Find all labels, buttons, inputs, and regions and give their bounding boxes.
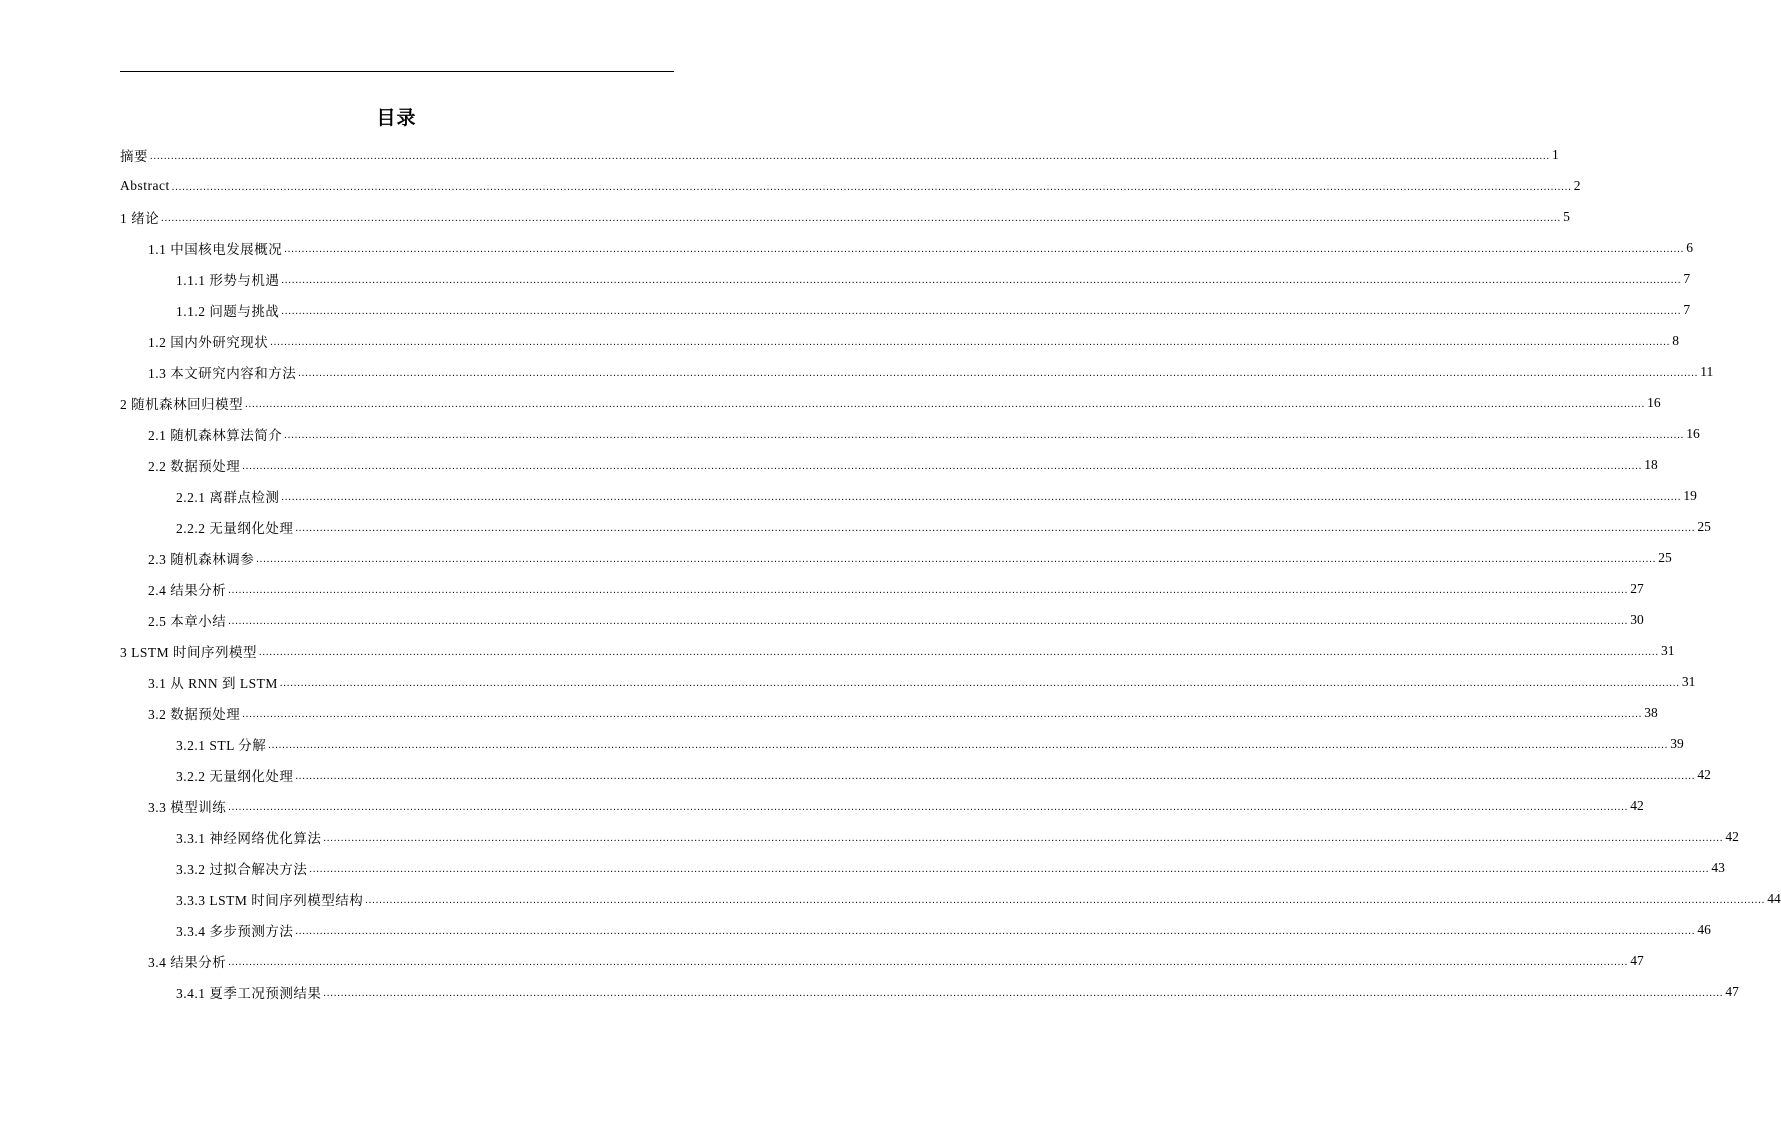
toc-leader-dots: ................................................................................................................................................................................................................................................................................................................................................................................................................ bbox=[279, 677, 1680, 689]
toc-leader-dots: ................................................................................................................................................................................................................................................................................................................................................................................................................ bbox=[242, 460, 1643, 472]
toc-page-number: 46 bbox=[1697, 921, 1711, 937]
toc-page-number: 47 bbox=[1725, 983, 1739, 999]
toc-entry[interactable] bbox=[120, 356, 1714, 387]
toc-entry-title: 3.3.2 过拟合解决方法 bbox=[176, 861, 308, 877]
toc-entry[interactable] bbox=[120, 573, 1644, 604]
toc-leader-dots: ................................................................................................................................................................................................................................................................................................................................................................................................................ bbox=[259, 646, 1660, 658]
toc-leader-dots: ................................................................................................................................................................................................................................................................................................................................................................................................................ bbox=[284, 243, 1685, 255]
toc-entry[interactable] bbox=[120, 945, 1644, 976]
toc-entry[interactable] bbox=[120, 480, 1697, 511]
toc-leader-dots: ................................................................................................................................................................................................................................................................................................................................................................................................................ bbox=[171, 181, 1572, 193]
toc-page-number: 25 bbox=[1697, 518, 1711, 534]
toc-entry-title: 2 随机森林回归模型 bbox=[120, 396, 244, 412]
toc-page-number: 42 bbox=[1630, 797, 1644, 813]
toc-entry[interactable] bbox=[120, 914, 1711, 945]
toc-entry-title: 3.2 数据预处理 bbox=[148, 706, 241, 722]
toc-entry-title: 2.1 随机森林算法简介 bbox=[148, 427, 283, 443]
toc-entry[interactable] bbox=[120, 852, 1725, 883]
toc-entry-title: 3.1 从 RNN 到 LSTM bbox=[148, 675, 278, 691]
toc-entry[interactable] bbox=[120, 635, 1675, 666]
toc-entry-title: 3.4 结果分析 bbox=[148, 954, 227, 970]
toc-page-number: 7 bbox=[1683, 301, 1691, 317]
toc-entry-title: 2.5 本章小结 bbox=[148, 613, 227, 629]
toc-entry-title: 3.3.3 LSTM 时间序列模型结构 bbox=[176, 892, 364, 908]
toc-leader-dots: ................................................................................................................................................................................................................................................................................................................................................................................................................ bbox=[281, 274, 1682, 286]
toc-page-number: 31 bbox=[1661, 642, 1675, 658]
toc-entry[interactable] bbox=[120, 542, 1672, 573]
toc-leader-dots: ................................................................................................................................................................................................................................................................................................................................................................................................................ bbox=[284, 429, 1685, 441]
toc-entry[interactable] bbox=[120, 511, 1711, 542]
toc-leader-dots: ................................................................................................................................................................................................................................................................................................................................................................................................................ bbox=[295, 770, 1696, 782]
toc-leader-dots: ................................................................................................................................................................................................................................................................................................................................................................................................................ bbox=[281, 491, 1682, 503]
header-rule bbox=[120, 71, 674, 72]
toc-entry[interactable] bbox=[120, 449, 1658, 480]
toc-entry[interactable] bbox=[120, 294, 1691, 325]
toc-leader-dots: ................................................................................................................................................................................................................................................................................................................................................................................................................ bbox=[245, 398, 1646, 410]
toc-page-number: 16 bbox=[1686, 425, 1700, 441]
toc-page-number: 42 bbox=[1725, 828, 1739, 844]
toc-page-number: 7 bbox=[1683, 270, 1691, 286]
toc-leader-dots: ................................................................................................................................................................................................................................................................................................................................................................................................................ bbox=[365, 894, 1766, 906]
toc-leader-dots: ................................................................................................................................................................................................................................................................................................................................................................................................................ bbox=[268, 739, 1669, 751]
table-of-contents bbox=[120, 139, 1781, 1007]
toc-page-number: 19 bbox=[1683, 487, 1697, 503]
toc-page-number: 42 bbox=[1697, 766, 1711, 782]
toc-entry-title: 3.4.1 夏季工况预测结果 bbox=[176, 985, 322, 1001]
toc-leader-dots: ................................................................................................................................................................................................................................................................................................................................................................................................................ bbox=[270, 336, 1671, 348]
toc-leader-dots: ................................................................................................................................................................................................................................................................................................................................................................................................................ bbox=[242, 708, 1643, 720]
toc-leader-dots: ................................................................................................................................................................................................................................................................................................................................................................................................................ bbox=[281, 305, 1682, 317]
toc-page-number: 1 bbox=[1552, 146, 1559, 162]
toc-leader-dots: ................................................................................................................................................................................................................................................................................................................................................................................................................ bbox=[228, 615, 1629, 627]
toc-entry-title: 2.2 数据预处理 bbox=[148, 458, 241, 474]
toc-entry[interactable] bbox=[120, 325, 1679, 356]
toc-entry-title: 1.1 中国核电发展概况 bbox=[148, 241, 283, 257]
toc-entry[interactable] bbox=[120, 170, 1581, 201]
page-title: 目录 bbox=[376, 107, 417, 129]
toc-entry-title: 3.3.1 神经网络优化算法 bbox=[176, 830, 322, 846]
toc-page-number: 39 bbox=[1670, 735, 1684, 751]
toc-entry[interactable] bbox=[120, 883, 1781, 914]
toc-entry-title: 1.1.1 形势与机遇 bbox=[176, 272, 280, 288]
toc-page-number: 16 bbox=[1647, 394, 1661, 410]
toc-leader-dots: ................................................................................................................................................................................................................................................................................................................................................................................................................ bbox=[228, 801, 1629, 813]
toc-page-number: 44 bbox=[1767, 890, 1781, 906]
toc-page-number: 43 bbox=[1711, 859, 1725, 875]
toc-page-number: 38 bbox=[1644, 704, 1658, 720]
toc-entry-title: 1 绪论 bbox=[120, 210, 160, 226]
toc-leader-dots: ................................................................................................................................................................................................................................................................................................................................................................................................................ bbox=[228, 584, 1629, 596]
toc-entry-title: 1.2 国内外研究现状 bbox=[148, 334, 269, 350]
toc-page-number: 25 bbox=[1658, 549, 1672, 565]
toc-page-number: 31 bbox=[1681, 673, 1696, 689]
toc-leader-dots: ................................................................................................................................................................................................................................................................................................................................................................................................................ bbox=[161, 212, 1562, 224]
toc-entry-title: 1.1.2 问题与挑战 bbox=[176, 303, 280, 319]
toc-page-number: 5 bbox=[1563, 208, 1570, 224]
toc-page-number: 30 bbox=[1630, 611, 1644, 627]
toc-leader-dots: ................................................................................................................................................................................................................................................................................................................................................................................................................ bbox=[309, 863, 1710, 875]
toc-entry[interactable] bbox=[120, 387, 1661, 418]
toc-entry-title: 3.2.2 无量纲化处理 bbox=[176, 768, 294, 784]
toc-page-number: 6 bbox=[1686, 239, 1693, 255]
toc-leader-dots: ................................................................................................................................................................................................................................................................................................................................................................................................................ bbox=[295, 925, 1696, 937]
toc-leader-dots: ................................................................................................................................................................................................................................................................................................................................................................................................................ bbox=[256, 553, 1657, 565]
toc-entry[interactable] bbox=[120, 201, 1570, 232]
toc-page-number: 8 bbox=[1672, 332, 1679, 348]
toc-entry[interactable] bbox=[120, 418, 1700, 449]
toc-entry-title: 3.3 模型训练 bbox=[148, 799, 227, 815]
toc-page-number: 27 bbox=[1630, 580, 1644, 596]
toc-entry[interactable] bbox=[120, 139, 1559, 170]
toc-entry-title: 3.2.1 STL 分解 bbox=[176, 737, 267, 753]
toc-entry-title: 2.4 结果分析 bbox=[148, 582, 227, 598]
toc-entry[interactable] bbox=[120, 232, 1693, 263]
toc-entry[interactable] bbox=[120, 759, 1711, 790]
toc-entry[interactable] bbox=[120, 821, 1739, 852]
toc-leader-dots: ................................................................................................................................................................................................................................................................................................................................................................................................................ bbox=[298, 367, 1699, 379]
toc-page-number: 47 bbox=[1630, 952, 1644, 968]
toc-entry-title: 3.3.4 多步预测方法 bbox=[176, 923, 294, 939]
toc-leader-dots: ................................................................................................................................................................................................................................................................................................................................................................................................................ bbox=[323, 832, 1724, 844]
toc-entry-title: Abstract bbox=[120, 177, 170, 193]
toc-leader-dots: ................................................................................................................................................................................................................................................................................................................................................................................................................ bbox=[228, 956, 1629, 968]
toc-entry-title: 2.3 随机森林调参 bbox=[148, 551, 255, 567]
toc-entry-title: 1.3 本文研究内容和方法 bbox=[148, 365, 297, 381]
toc-entry[interactable] bbox=[120, 604, 1644, 635]
toc-entry-title: 3 LSTM 时间序列模型 bbox=[120, 644, 258, 660]
toc-entry-title: 摘要 bbox=[120, 148, 148, 164]
toc-leader-dots: ................................................................................................................................................................................................................................................................................................................................................................................................................ bbox=[150, 150, 1550, 162]
toc-entry[interactable] bbox=[120, 263, 1691, 294]
toc-leader-dots: ................................................................................................................................................................................................................................................................................................................................................................................................................ bbox=[323, 987, 1724, 999]
toc-page-number: 2 bbox=[1573, 177, 1581, 193]
toc-page-number: 18 bbox=[1644, 456, 1658, 472]
toc-entry-title: 2.2.1 离群点检测 bbox=[176, 489, 280, 505]
toc-entry[interactable] bbox=[120, 697, 1658, 728]
toc-entry[interactable] bbox=[120, 790, 1644, 821]
toc-leader-dots: ................................................................................................................................................................................................................................................................................................................................................................................................................ bbox=[295, 522, 1696, 534]
toc-entry[interactable] bbox=[120, 666, 1696, 697]
toc-entry-title: 2.2.2 无量纲化处理 bbox=[176, 520, 294, 536]
toc-entry[interactable] bbox=[120, 976, 1739, 1007]
toc-entry[interactable] bbox=[120, 728, 1684, 759]
toc-page-number: 11 bbox=[1700, 363, 1714, 379]
